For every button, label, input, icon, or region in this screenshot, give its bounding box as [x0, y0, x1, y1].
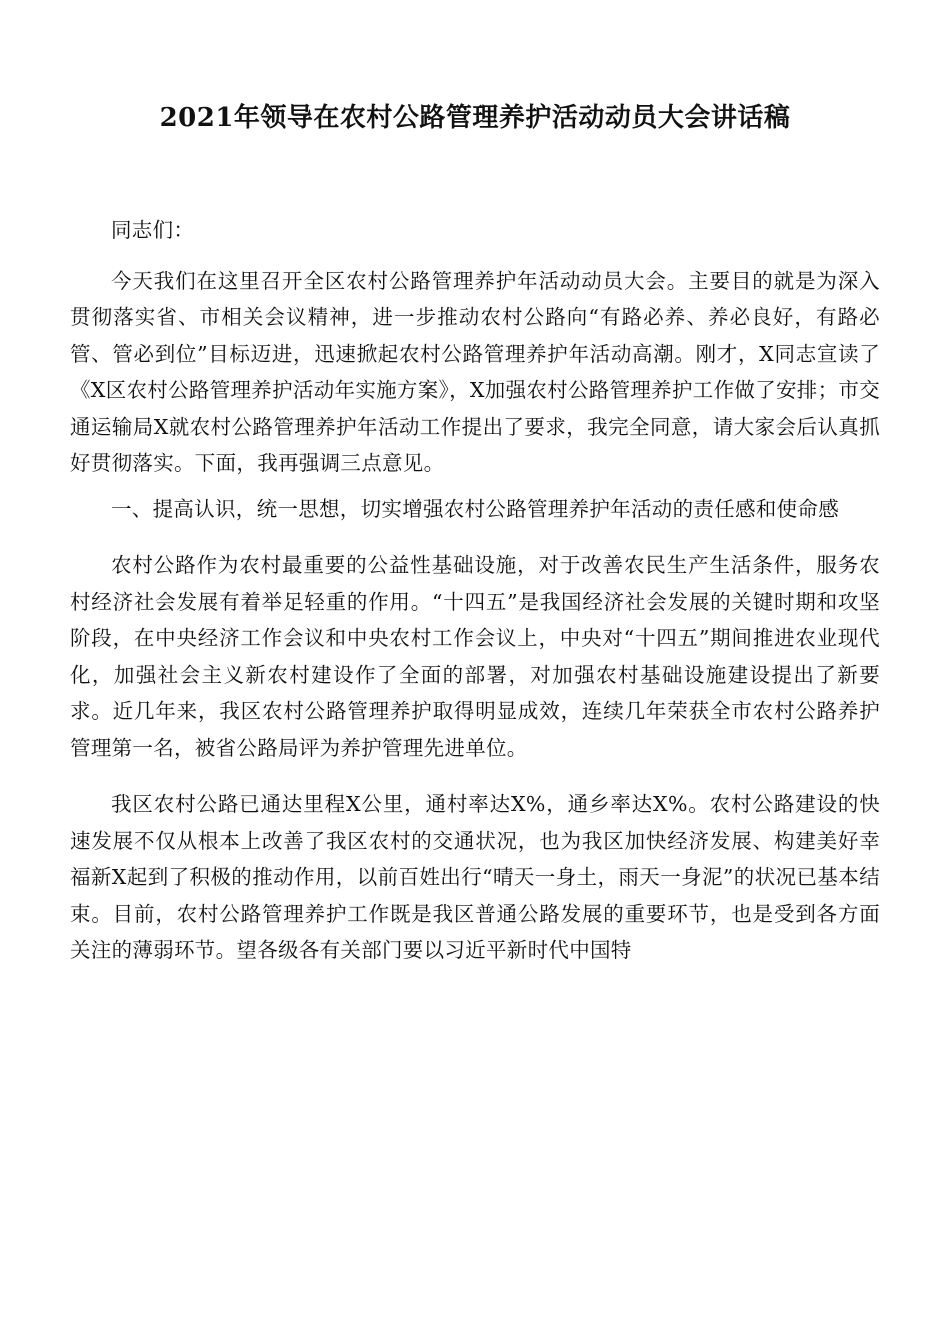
paragraph-rural-roads-status: 我区农村公路已通达里程X公里，通村率达X%，通乡率达X%。农村公路建设的快速发展不仅从根本上改善了我区农村的交通状况，也为我区加快经济发展、构建美好幸福新X起到了积极的推动作用，以前百姓出行“晴天一身土，雨天一身泥”的状况已基本结束。目前，农村公路管理养护工作既是我区普通公路发展的重要环节，也是受到各方面关注的薄弱环节。望各级各有关部门要以习近平新时代中国特 [70, 792, 880, 962]
paragraph-rural-roads-role: 农村公路作为农村最重要的公益性基础设施，对于改善农民生产生活条件，服务农村经济社会发展有着举足轻重的作用。“十四五”是我国经济社会发展的关键时期和攻坚阶段，在中央经济工作会议和中央农村工作会议上，中央对“十四五”期间推进农业现代化，加强社会主义新农村建设作了全面的部署，对加强农村基础设施建设提出了新要求。近几年来，我区农村公路管理养护取得明显成效，连续几年荣获全市农村公路养护管理第一名，被省公路局评为养护管理先进单位。 [70, 553, 880, 760]
section-heading-1: 一、提高认识，统一思想，切实增强农村公路管理养护年活动的责任感和使命感 [111, 496, 839, 521]
paragraph-intro: 今天我们在这里召开全区农村公路管理养护年活动动员大会。主要目的就是为深入贯彻落实省、市相关会议精神，进一步推动农村公路向“有路必养、养必良好，有路必管、管必到位”目标迈进，迅速掀起农村公路管理养护年活动高潮。刚才，X同志宣读了《X区农村公路管理养护活动年实施方案》，X加强农村公路管理养护工作做了安排；市交通运输局X就农村公路管理养护年活动工作提出了要求，我完全同意，请大家会后认真抓好贯彻落实。下面，我再强调三点意见。 [70, 268, 880, 475]
greeting: 同志们： [111, 218, 195, 242]
document-title: 2021年领导在农村公路管理养护活动动员大会讲话稿 [159, 103, 791, 133]
document-body [70, 212, 880, 969]
